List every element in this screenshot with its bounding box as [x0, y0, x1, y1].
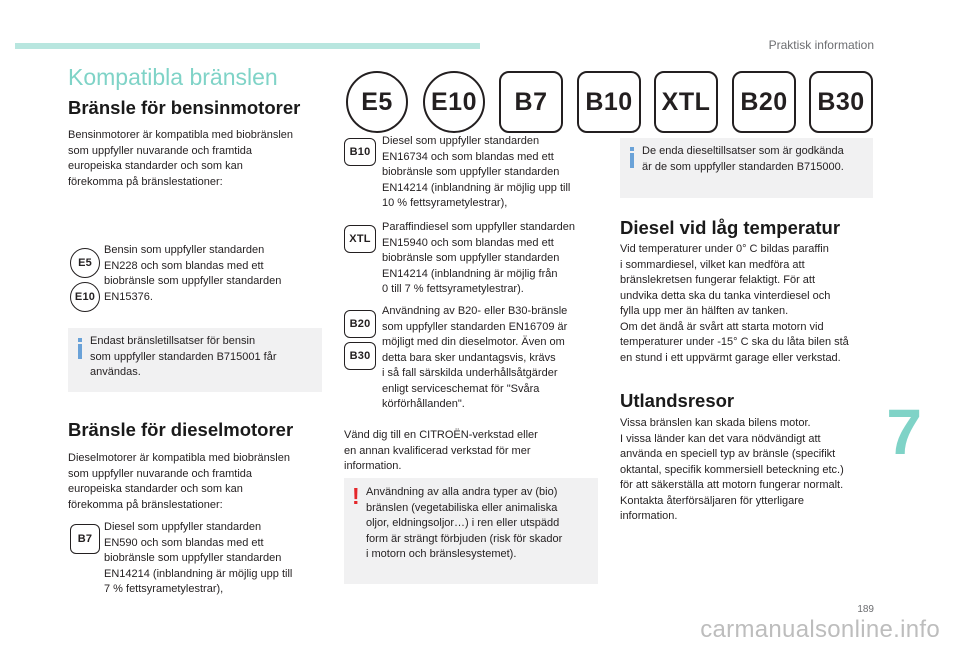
watermark: carmanualsonline.info: [700, 616, 940, 643]
section-title: Praktisk information: [768, 38, 874, 52]
text-line: Bensin som uppfyller standarden: [104, 244, 265, 256]
fuel-badge-b7: B7: [499, 71, 563, 133]
text-line: EN228 och som blandas med ett: [104, 259, 264, 272]
text-line: förekomma på bränslestationer:: [68, 498, 223, 511]
diesel-intro: [68, 451, 290, 513]
petrol-intro: [68, 128, 293, 190]
text-line: i sommardiesel, vilket kan medföra att: [620, 258, 805, 271]
text-line: som uppfyller nuvarande och framtida: [68, 467, 253, 480]
text-line: Diesel som uppfyller standarden: [382, 135, 540, 147]
text-line: detta bara sker undantagsvis, krävs: [382, 351, 556, 364]
text-line: som uppfyller nuvarande och framtida: [68, 144, 253, 157]
text-line: information.: [620, 510, 678, 522]
text-line: oktantal, specifik kommersiell beteckning etc.): [620, 463, 844, 476]
heading-travel-abroad: Utlandsresor: [620, 390, 735, 411]
diesel-xtl-desc: [382, 220, 575, 298]
petrol-additive-note: [68, 328, 322, 392]
info-icon: [630, 147, 634, 168]
workshop-contact: [344, 428, 538, 475]
text-line: europeiska standarder och som kan: [68, 160, 243, 172]
text-line: 7 % fettsyrametylestrar),: [104, 583, 224, 595]
text-line: information.: [344, 460, 402, 472]
text-line: bränslekretsen fungerar felaktigt. För att: [620, 274, 816, 286]
text-line: EN15940 och som blandas med ett: [382, 236, 554, 249]
text-line: europeiska standarder och som kan: [68, 483, 243, 495]
text-line: EN14214 (inblandning är möjlig från: [382, 267, 558, 280]
text-line: fylla upp mer än hälften av tanken.: [620, 305, 789, 317]
warning-icon: !: [352, 483, 360, 509]
warning-text: [366, 485, 562, 563]
diesel-b20-b30-desc: [382, 304, 567, 413]
text-line: Användning av B20- eller B30-bränsle: [382, 305, 568, 317]
heading-petrol: Bränsle för bensinmotorer: [68, 97, 301, 118]
text-line: i motorn och bränslesystemet).: [366, 548, 517, 560]
text-line: De enda dieseltillsatser som är godkända: [642, 145, 844, 157]
chapter-number: 7: [886, 396, 922, 468]
text-line: använda en speciell typ av bränsle (specifikt: [620, 448, 836, 460]
text-line: EN14214 (inblandning är möjlig upp till: [104, 567, 293, 580]
text-line: i så fall särskilda underhållsåtgärder: [382, 367, 558, 379]
badge-b20: B20: [344, 310, 376, 338]
note-text: [642, 144, 844, 175]
badge-b30: B30: [344, 342, 376, 370]
text-line: Om det ändå är svårt att starta motorn vid: [620, 320, 824, 333]
text-line: Vid temperaturer under 0° C bildas paraffin: [620, 243, 829, 255]
text-line: I vissa länder kan det vara nödvändigt att: [620, 432, 821, 445]
text-line: biobränsle som uppfyller standarden: [104, 552, 282, 564]
fuel-badge-b20: B20: [732, 71, 796, 133]
text-line: möjligt med din dieselmotor. Även om: [382, 336, 565, 348]
fuel-badge-xtl: XTL: [654, 71, 718, 133]
fuel-badge-e10: E10: [423, 71, 485, 133]
low-temperature-text: [620, 242, 849, 366]
text-line: Vissa bränslen kan skada bilens motor.: [620, 417, 811, 429]
text-line: undvika detta ska du tanka vinterdiesel och: [620, 289, 831, 302]
text-line: en stund i ett uppvärmt garage eller verkstad.: [620, 351, 841, 364]
diesel-additive-note: [620, 138, 873, 198]
text-line: 10 % fettsyrametylestrar),: [382, 197, 508, 209]
page-title: Kompatibla bränslen: [68, 64, 278, 90]
badge-b10: B10: [344, 138, 376, 166]
text-line: är de som uppfyller standarden B715000.: [642, 160, 844, 173]
text-line: en annan kvalificerad verkstad för mer: [344, 444, 531, 457]
text-line: bränslen (vegetabiliska eller animaliska: [366, 501, 558, 514]
text-line: EN14214 (inblandning är möjlig upp till: [382, 181, 571, 194]
text-line: förekomma på bränslestationer:: [68, 175, 223, 188]
page-number: 189: [857, 604, 874, 615]
travel-abroad-text: [620, 416, 844, 525]
text-line: EN590 och som blandas med ett: [104, 536, 264, 549]
info-icon: [78, 338, 82, 359]
text-line: Paraffindiesel som uppfyller standarden: [382, 221, 576, 233]
fuel-badge-b10: B10: [577, 71, 641, 133]
text-line: Dieselmotorer är kompatibla med biobränslen: [68, 452, 290, 464]
text-line: biobränsle som uppfyller standarden: [382, 166, 560, 178]
text-line: enligt serviceschemat för "Svåra: [382, 382, 540, 395]
text-line: som uppfyller standarden B715001 får: [90, 350, 277, 363]
text-line: 0 till 7 % fettsyrametylestrar).: [382, 283, 524, 295]
text-line: Diesel som uppfyller standarden: [104, 521, 262, 533]
header-accent-bar: [15, 43, 480, 49]
text-line: som uppfyller standarden EN16709 är: [382, 320, 568, 333]
note-text: [90, 334, 277, 381]
text-line: Vänd dig till en CITROËN-verkstad eller: [344, 429, 538, 441]
fuel-badge-e5: E5: [346, 71, 408, 133]
text-line: Kontakta återförsäljaren för ytterligare: [620, 494, 805, 507]
fuel-badge-b30: B30: [809, 71, 873, 133]
text-line: för att säkerställa att motorn fungerar normalt.: [620, 479, 844, 491]
badge-b7: B7: [70, 524, 100, 554]
fuel-warning-note: [344, 478, 598, 584]
text-line: biobränsle som uppfyller standarden: [382, 252, 560, 264]
text-line: användas.: [90, 366, 141, 378]
badge-e5: E5: [70, 248, 100, 278]
text-line: EN15376.: [104, 290, 153, 303]
heading-diesel: Bränsle för dieselmotorer: [68, 419, 294, 440]
badge-e10: E10: [70, 282, 100, 312]
text-line: oljor, eldningsoljor…) i ren eller utspädd: [366, 517, 560, 529]
text-line: temperaturer under -15° C ska du låta bilen stå: [620, 336, 849, 348]
badge-xtl: XTL: [344, 225, 376, 253]
petrol-e5-e10-desc: [104, 243, 281, 305]
text-line: körförhållanden".: [382, 398, 465, 410]
diesel-b10-desc: [382, 134, 570, 212]
text-line: Endast bränsletillsatser för bensin: [90, 335, 256, 347]
text-line: biobränsle som uppfyller standarden: [104, 275, 282, 287]
text-line: form är strängt förbjuden (risk för skador: [366, 532, 563, 545]
text-line: Användning av alla andra typer av (bio): [366, 486, 558, 498]
diesel-b7-desc: [104, 520, 292, 598]
text-line: Bensinmotorer är kompatibla med biobränslen: [68, 129, 294, 141]
heading-low-temperature: Diesel vid låg temperatur: [620, 217, 841, 238]
text-line: EN16734 och som blandas med ett: [382, 150, 554, 163]
